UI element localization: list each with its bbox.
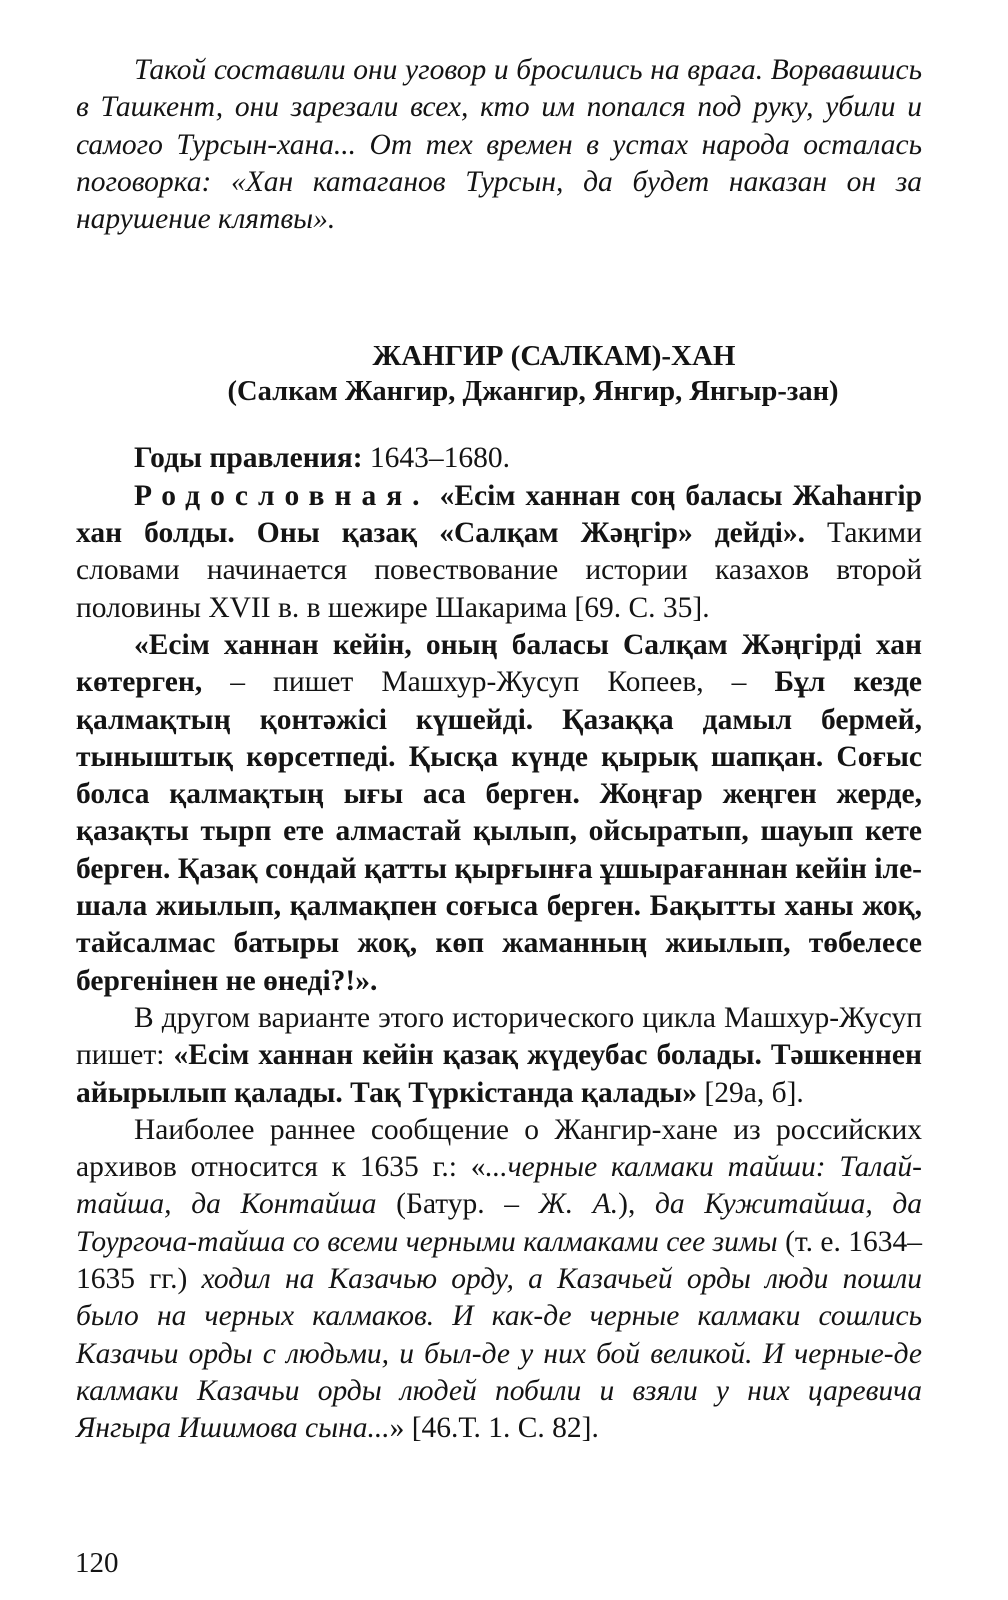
variant-quote: «Есім ханнан кейін қазақ жүдеубас болады. Тәшкеннен айырылып қалады. Тақ Түркістанда қалады» [76,1039,922,1109]
page-number: 120 [75,1547,119,1579]
archive-italic-2: Ж. А. [538,1188,619,1221]
archive-text-4: (т. е. 1634–1635 гг.) [76,1225,922,1296]
archive-text-2: (Батур. – [376,1188,539,1221]
archive-text-3: ), [618,1188,655,1221]
section-title: ЖАНГИР (САЛКАМ)-ХАН [372,340,736,373]
variant-paragraph [76,1000,922,1112]
variant-ref: [29а, б]. [697,1076,804,1109]
section-subtitle: (Салкам Жангир, Джангир, Янгир, Янгыр-зан) [227,376,839,408]
kopeev-quote-1: «Есім ханнан кейін, оның баласы Салқам Жәңгірді хан көтерген, [76,628,922,699]
reign-label: Годы правления: [134,442,363,475]
archive-paragraph [76,1112,922,1448]
archive-text-5: » [46.Т. 1. С. 82]. [389,1412,599,1445]
kopeev-attribution: – пишет Машхур-Жусуп Копеев, – [202,666,775,699]
archive-italic-1: ...черные калмаки тайши: Талай-тайша, да Контайша [76,1151,922,1221]
genealogy-label: Родословная. [134,479,430,512]
genealogy-quote: «Есім ханнан соң баласы Жаһангір хан болды. Оны қазақ «Салқам Жәңгір» дейді». [76,479,922,550]
genealogy-text: Такими словами начинается повествование истории казахов второй половины XVII в. в шежире Шакарима [69. С. 35]. [76,517,922,624]
intro-paragraph: Такой составили они уговор и бросились на врага. Ворвавшись в Ташкент, они зарезали всех, кто им попался под руку, убили и самого Турсын-хана... От тех времен в устах народа осталась поговорка: «Хан катаганов Турсын, да будет наказан он за нарушение клятвы». [76,54,922,236]
archive-italic-4: ходил на Казачью орду, а Казачьей орды люди пошли было на черных калмаков. И как-де черные калмаки сошлись Казачьи орды с людьми, и был-де у них бой великой. И черные-де калмаки Казачьи орды людей побили и взяли у них царевича Янгыра Ишимова сына... [76,1263,922,1445]
genealogy-paragraph [76,478,922,627]
archive-text-1: Наиболее раннее сообщение о Жангир-хане из российских архивов относится к 1635 г.: « [76,1113,922,1184]
page-body [76,52,922,1448]
variant-text: В другом варианте этого исторического цикла Машхур-Жусуп пишет: [76,1001,922,1072]
archive-italic-3: да Кужитайша, да Тоургоча-тайша со всеми черными калмаками сее зимы [76,1188,923,1258]
kopeev-paragraph [76,627,922,1000]
kopeev-quote-2: Бұл кезде қалмақтың қонтәжісі күшейді. Қазаққа дамыл бермей, тыныштық көрсетпеді. Қысқа күнде қырық шапқан. Соғыс болса қалмақтың ығы аса берген. Жоңғар жеңген жерде, қазақты тырп ете алмастай қылып, ойсыратып, шауып кете берген. Қазақ сондай қатты қырғынға ұшырағаннан кейін іле-шала жиылып, қалмақпен соғыса берген. Бақытты ханы жоқ, тайсалмас батыры жоқ, көп жаманның жиылып, төбелесе бергенінен не өнеді?!». [76,666,923,997]
reign-paragraph [76,440,922,477]
reign-value: 1643–1680. [362,442,511,475]
